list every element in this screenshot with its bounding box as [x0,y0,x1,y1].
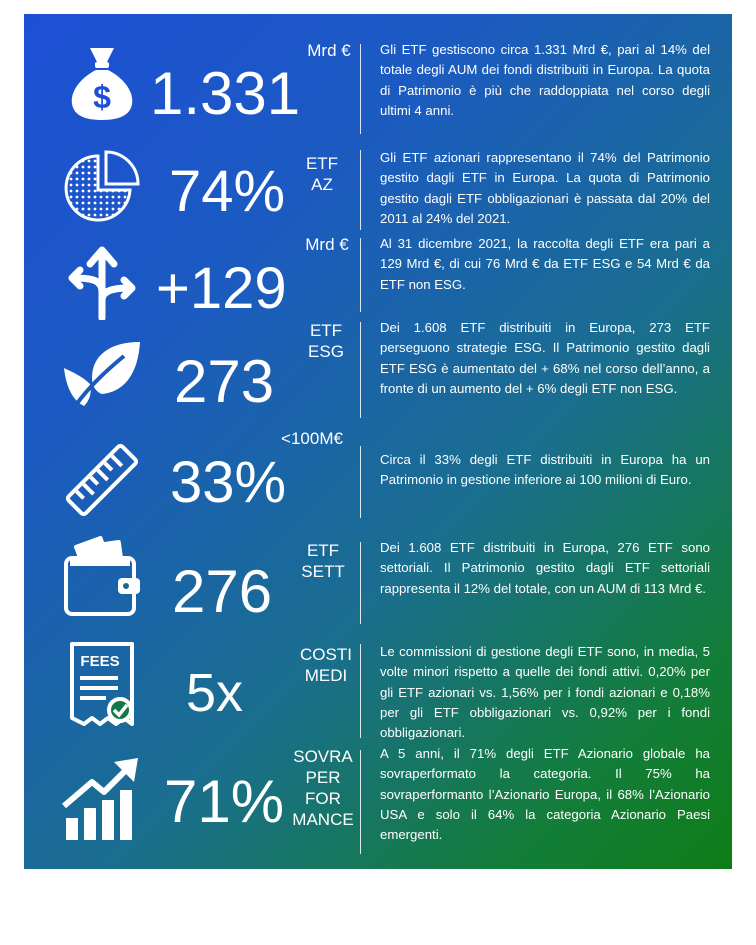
stat-unit [290,746,356,830]
stat-description: Le commissioni di gestione degli ETF sono, in media, 5 volte minori rispetto a quelle dei fondi attivi. 0,20% per gli ETF azionari vs. 1,56% per i fondi azionari e 0,18% per gli ETF obbligazionari vs. 0,92% per i fondi obbligazionari. [380,644,710,741]
divider [360,542,361,624]
divider [360,322,361,418]
stat-row-small [24,414,732,524]
stat-unit [296,234,358,255]
divider [360,238,361,312]
stat-row-aum [24,36,732,136]
stat-row-inflows [24,234,732,321]
stat-unit [274,428,350,449]
stat-description: Dei 1.608 ETF distribuiti in Europa, 273 ETF perseguono strategie ESG. Il Patrimonio gestito dagli ETF ESG è aumentato del + 68% nel corso dell’anno, a fronte di un aumento del + 6% degli ETF non ESG. [380,320,710,396]
stat-row-performance [24,742,732,862]
pie-chart-icon [62,146,142,226]
stat-row-esg [24,316,732,426]
divider [360,446,361,518]
unit-line: MANCE [292,810,354,829]
unit-line: MEDI [304,666,348,685]
unit-line: ETF [306,541,340,560]
stat-row-sector [24,526,732,626]
unit-line: SETT [301,562,345,581]
stat-description: A 5 anni, il 71% degli ETF Azionario globale ha sovraperformato la categoria. Il 75% ha sovraperformanto l’Azionario Europa, il 68% l’Azionario USA e solo il 64% la categoria Azionario Paesi emergenti. [380,746,710,843]
divider [360,44,361,134]
stat-unit [296,644,356,686]
stat-unit [296,153,348,195]
stat-unit [304,320,348,362]
infographic-panel [24,14,732,869]
unit-line: FOR [305,789,341,808]
stat-description: Dei 1.608 ETF distribuiti in Europa, 276 ETF sono settoriali. Il Patrimonio gestito dagli ETF settoriali rappresenta il 12% del totale, con un AUM di 113 Mrd €. [380,540,710,596]
stat-unit [294,40,364,61]
unit-line: Mrd € [307,41,351,60]
money-bag-icon [62,42,142,122]
unit-line: ETF [305,154,339,173]
divider [360,644,361,738]
growth-chart-icon [62,756,142,840]
stat-value: 71% [164,768,285,835]
stat-value: +129 [156,256,287,321]
stat-value: 5x [186,663,244,723]
stat-value: 74% [169,159,286,224]
unit-line: SOVRA [293,747,353,766]
stat-value: 273 [174,348,275,415]
stat-value: 33% [170,450,287,515]
svg-text:$: $ [93,79,111,115]
wallet-icon [62,536,142,618]
stat-row-equity [24,136,732,236]
fees-receipt-icon [62,640,142,728]
unit-line: COSTI [300,645,352,664]
unit-line: ESG [308,342,344,361]
stat-description: Circa il 33% degli ETF distribuiti in Europa ha un Patrimonio in gestione inferiore ai 100 milioni di Euro. [380,452,710,488]
unit-line: AZ [311,175,333,194]
unit-line: PER [305,768,341,787]
ruler-icon [62,440,142,520]
divider [360,150,361,230]
split-arrows-icon [62,240,142,320]
stat-description: Al 31 dicembre 2021, la raccolta degli ETF era pari a 129 Mrd €, di cui 76 Mrd € da ETF ESG e 54 Mrd € da ETF non ESG. [380,236,710,292]
stat-unit [298,540,348,582]
stat-description: Gli ETF gestiscono circa 1.331 Mrd €, pari al 14% del totale degli AUM dei fondi distribuiti in Europa. La quota di Patrimonio è più che raddoppiata nel corso degli ultimi 4 anni. [380,42,710,118]
stat-value: 1.331 [150,60,301,127]
stat-row-fees [24,626,732,741]
unit-line: <100M€ [281,429,343,448]
leaf-icon [62,334,142,414]
stat-value: 276 [172,558,273,625]
svg-text:FEES: FEES [80,653,120,670]
unit-line: Mrd € [305,235,349,254]
unit-line: ETF [309,321,343,340]
stat-description: Gli ETF azionari rappresentano il 74% del Patrimonio gestito dagli ETF in Europa. La quota di Patrimonio gestito dagli ETF obbligazionari è passata dal 20% del 2011 al 24% del 2021. [380,150,710,226]
divider [360,750,361,854]
